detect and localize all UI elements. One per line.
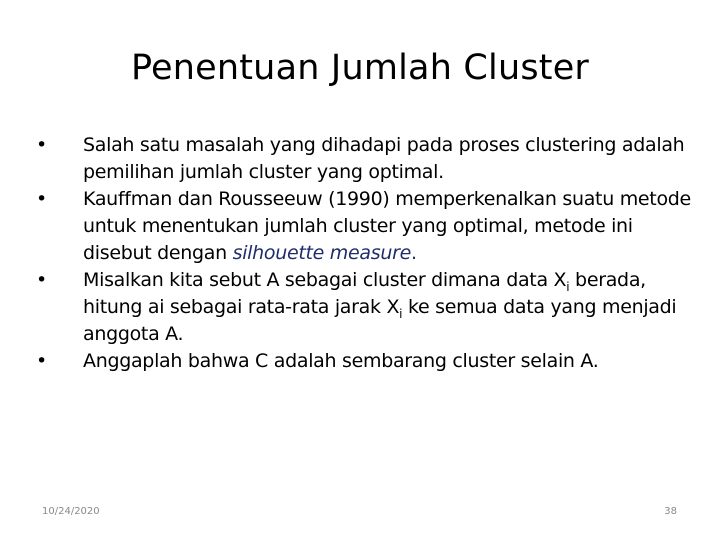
subscript: i (566, 279, 570, 294)
page-number: 38 (664, 506, 677, 517)
bullet-list (36, 132, 706, 375)
bullet-icon: • (36, 188, 47, 210)
bullet-item (36, 186, 706, 267)
bullet-icon: • (36, 269, 47, 291)
footer-date: 10/24/2020 (42, 506, 100, 517)
bullet-text: Salah satu masalah yang dihadapi pada proses clustering adalah pemilihan jumlah cluster yang optimal. (83, 134, 685, 183)
subscript: i (399, 306, 403, 321)
bullet-text: Kauffman dan Rousseeuw (1990) memperkenalkan suatu metode untuk menentukan jumlah cluster yang optimal, metode ini disebut dengan (83, 188, 691, 264)
bullet-item (36, 348, 706, 375)
bullet-text-end: . (410, 242, 417, 264)
bullet-icon: • (36, 134, 47, 156)
bullet-text: berada, hitung ai sebagai rata-rata jarak X (83, 269, 646, 318)
bullet-text: Misalkan kita sebut A sebagai cluster dimana data X (83, 269, 567, 291)
bullet-item (36, 267, 706, 348)
bullet-item (36, 132, 706, 186)
emphasis-term: silhouette measure (232, 242, 411, 264)
bullet-text: Anggaplah bahwa C adalah sembarang cluster selain A. (83, 350, 599, 372)
slide-title: Penentuan Jumlah Cluster (130, 48, 590, 88)
bullet-text: ke semua data yang menjadi anggota A. (83, 296, 677, 345)
bullet-icon: • (36, 350, 47, 372)
